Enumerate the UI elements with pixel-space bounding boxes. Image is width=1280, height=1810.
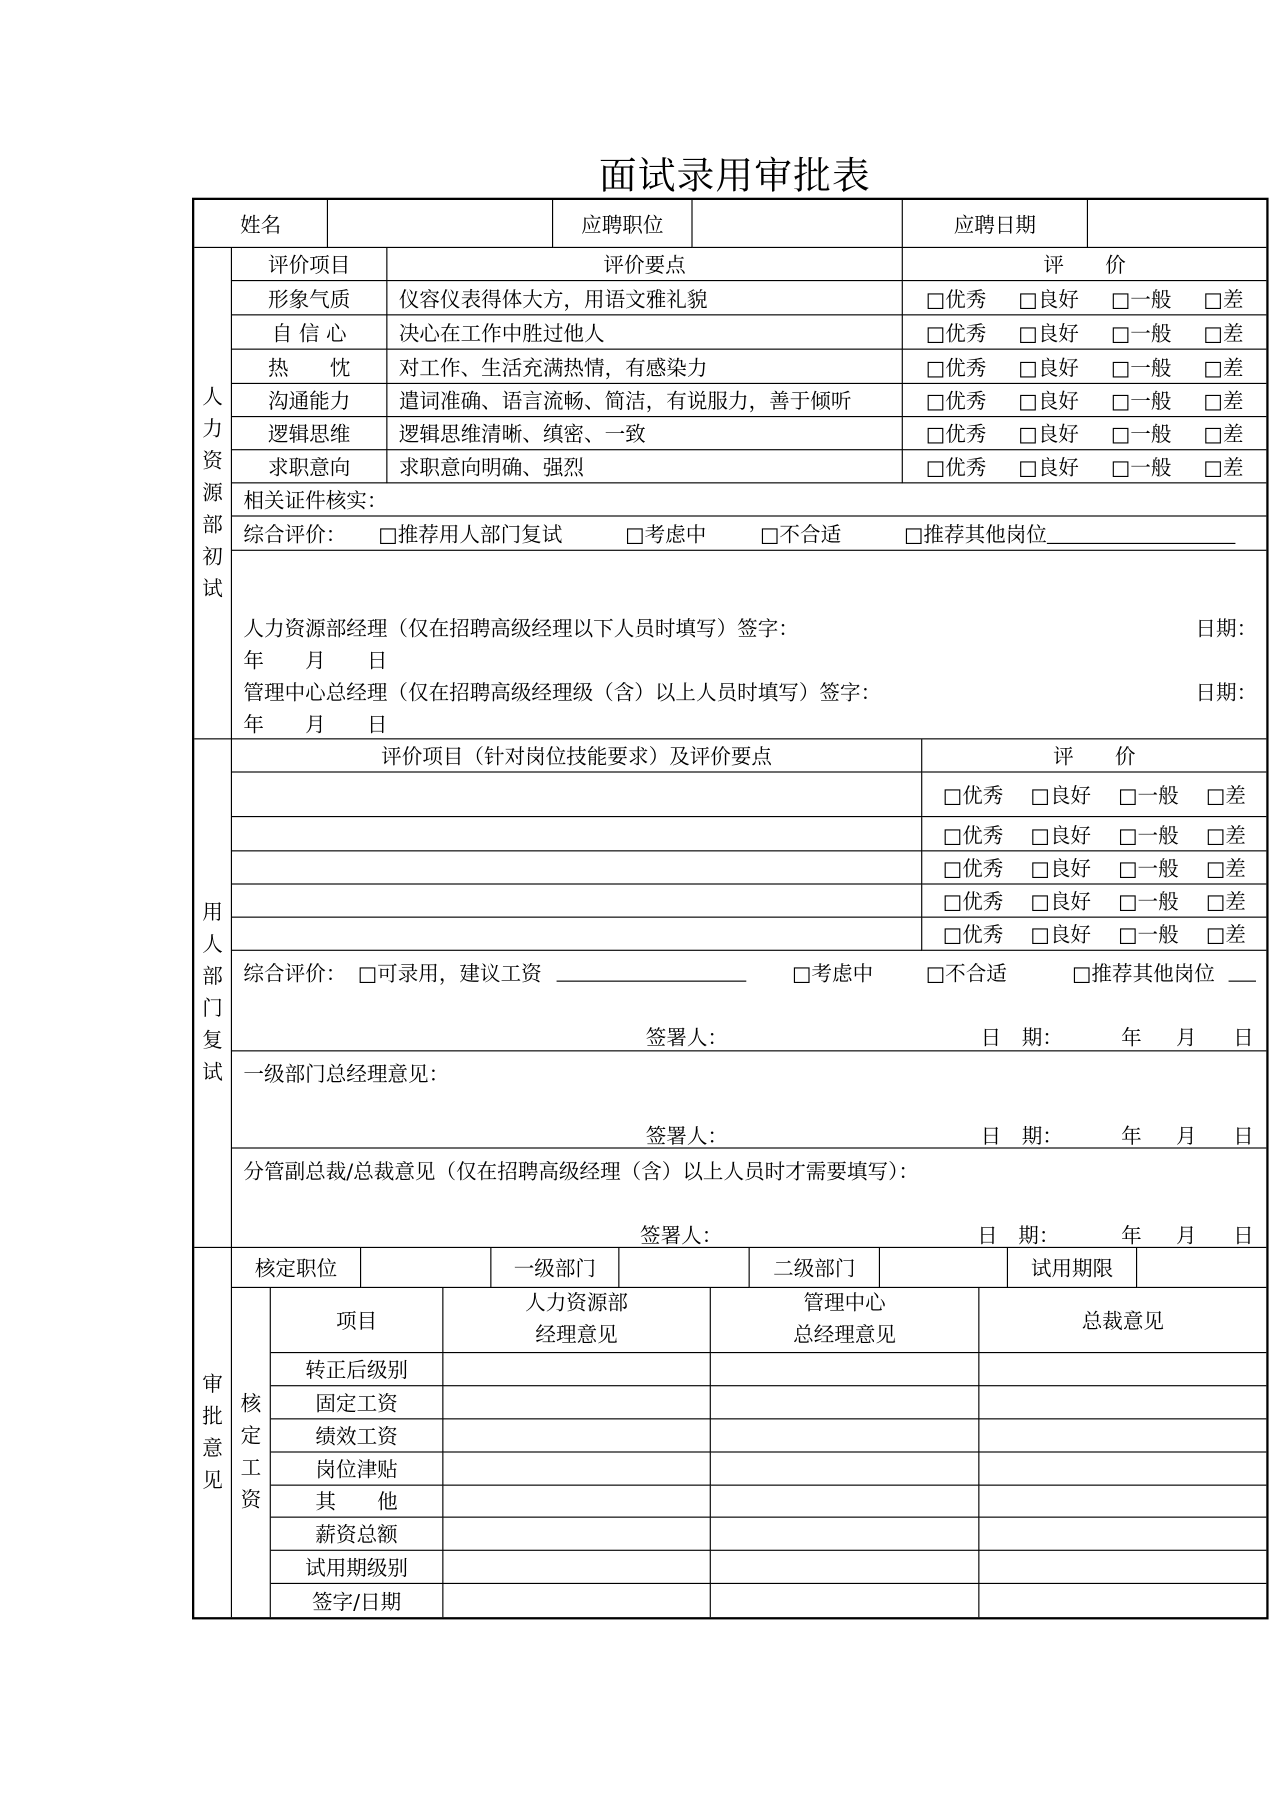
rating-options[interactable]: [903, 384, 1266, 417]
col-header-mc: 管理中心 总经理意见: [711, 1288, 980, 1353]
hr-opinion-cell[interactable]: [443, 1353, 710, 1386]
checkbox-good[interactable]: □良好: [1018, 422, 1079, 447]
signer-label: 签署人：: [639, 1223, 723, 1248]
skill-item-field[interactable]: [232, 918, 922, 951]
date-label: 日期：: [1195, 681, 1258, 706]
mc-opinion-cell[interactable]: [711, 1584, 980, 1617]
hr-opinion-cell[interactable]: [443, 1518, 710, 1551]
checkbox-good[interactable]: □良好: [1018, 287, 1079, 312]
checkbox-average[interactable]: □一般: [1110, 355, 1172, 380]
checkbox-unsuitable[interactable]: □不合适: [925, 962, 1007, 987]
checkbox-average[interactable]: □一般: [1118, 783, 1179, 808]
ceo-opinion-cell[interactable]: [979, 1584, 1266, 1617]
date-field[interactable]: [1088, 200, 1266, 248]
mc-opinion-cell[interactable]: [711, 1353, 980, 1386]
ceo-opinion-cell[interactable]: [979, 1551, 1266, 1584]
skill-item-field[interactable]: [232, 773, 922, 818]
probation-field[interactable]: [1137, 1248, 1266, 1288]
hr-opinion-cell[interactable]: [443, 1452, 710, 1485]
col-header-eval: 评 价: [903, 248, 1266, 281]
eval-point: 对工作、生活充满热情，有感染力: [387, 350, 902, 384]
checkbox-average[interactable]: □一般: [1118, 857, 1179, 882]
checkbox-excellent[interactable]: □优秀: [942, 890, 1004, 915]
section-hr-initial-label: 人 力 资 源 部 初 试: [194, 248, 232, 739]
checkbox-poor[interactable]: □差: [1203, 355, 1244, 380]
dept1-label: 一级部门: [491, 1248, 619, 1288]
mc-opinion-cell[interactable]: [711, 1419, 980, 1452]
name-field[interactable]: [328, 200, 553, 248]
eval-item: 沟通能力: [232, 384, 387, 417]
date-label: 日 期：: [980, 1026, 1063, 1051]
signer-label: 签署人：: [645, 1124, 728, 1149]
section-dept-review-label: 用 人 部 门 复 试: [194, 739, 232, 1248]
mc-opinion-cell[interactable]: [711, 1551, 980, 1584]
vp-opinion-block[interactable]: [232, 1149, 1266, 1248]
checkbox-good[interactable]: □良好: [1030, 857, 1091, 882]
rating-options[interactable]: [922, 918, 1266, 951]
salary-item-label: 岗位津贴: [271, 1452, 444, 1485]
checkbox-excellent[interactable]: □优秀: [925, 455, 987, 480]
checkbox-good[interactable]: □良好: [1018, 455, 1079, 480]
skill-item-field[interactable]: [232, 885, 922, 918]
checkbox-average[interactable]: □一般: [1118, 823, 1179, 848]
checkbox-poor[interactable]: □差: [1203, 389, 1244, 414]
eval-point: 仪容仪表得体大方，用语文雅礼貌: [387, 281, 902, 315]
approval-form-table: [192, 198, 1269, 1620]
checkbox-poor[interactable]: □差: [1203, 321, 1244, 346]
vp-opinion-label: 分管副总裁/总裁意见（仅在招聘高级经理（含）以上人员时才需要填写）：: [243, 1159, 919, 1184]
checkbox-average[interactable]: □一般: [1110, 321, 1172, 346]
checkbox-excellent[interactable]: □优秀: [925, 422, 987, 447]
eval-item: 热 忱: [232, 350, 387, 384]
col-header-points: 评价要点: [387, 248, 902, 281]
checkbox-average[interactable]: □一般: [1110, 389, 1172, 414]
col-header-skill-item: 评价项目（针对岗位技能要求）及评价要点: [232, 739, 922, 772]
mc-opinion-cell[interactable]: [711, 1518, 980, 1551]
date-label: 应聘日期: [903, 200, 1088, 248]
hr-signature-block: [232, 551, 1266, 740]
checkbox-good[interactable]: □良好: [1030, 890, 1091, 915]
checkbox-unsuitable[interactable]: □不合适: [759, 522, 842, 547]
checkbox-excellent[interactable]: □优秀: [925, 321, 987, 346]
checkbox-other-position[interactable]: □推荐其他岗位: [1071, 962, 1215, 987]
rating-options[interactable]: [903, 350, 1266, 384]
col-header-ceo: 总裁意见: [979, 1288, 1266, 1353]
skill-item-field[interactable]: [232, 817, 922, 851]
rating-options[interactable]: [922, 851, 1266, 884]
checkbox-poor[interactable]: □差: [1203, 422, 1244, 447]
dept2-field[interactable]: [880, 1248, 1008, 1288]
hr-opinion-cell[interactable]: [443, 1551, 710, 1584]
dept-overall-block: [232, 951, 1266, 1052]
approved-position-label: 核定职位: [232, 1248, 361, 1288]
skill-item-field[interactable]: [232, 851, 922, 884]
salary-field[interactable]: [557, 960, 747, 982]
other-position-field[interactable]: [1229, 960, 1256, 982]
day-label: 日: [1233, 1124, 1254, 1149]
col-header-eval: 评 价: [922, 739, 1266, 772]
eval-item: 逻辑思维: [232, 417, 387, 450]
hr-overall-evaluation: [232, 517, 1266, 551]
eval-point: 决心在工作中胜过他人: [387, 315, 902, 349]
eval-item: 形象气质: [232, 281, 387, 315]
salary-item-label: 绩效工资: [271, 1419, 444, 1452]
checkbox-excellent[interactable]: □优秀: [942, 857, 1004, 882]
salary-item-label: 其 他: [271, 1485, 444, 1518]
checkbox-hire[interactable]: □可录用，建议工资: [357, 962, 542, 987]
checkbox-poor[interactable]: □差: [1203, 455, 1244, 480]
year-label: 年: [1121, 1026, 1142, 1051]
rating-options[interactable]: [903, 315, 1266, 349]
day-label: 日: [1233, 1026, 1254, 1051]
eval-point: 求职意向明确、强烈: [387, 450, 902, 483]
checkbox-excellent[interactable]: □优秀: [925, 389, 987, 414]
checkbox-excellent[interactable]: □优秀: [925, 287, 987, 312]
checkbox-poor[interactable]: □差: [1205, 857, 1246, 882]
date-label: 日 期：: [977, 1223, 1060, 1248]
checkbox-other-position[interactable]: □推荐其他岗位: [903, 522, 1047, 547]
ceo-opinion-cell[interactable]: [979, 1485, 1266, 1518]
ceo-opinion-cell[interactable]: [979, 1386, 1266, 1419]
ceo-opinion-cell[interactable]: [979, 1419, 1266, 1452]
eval-point: 遣词准确、语言流畅、简洁，有说服力，善于倾听: [387, 384, 902, 417]
salary-item-label: 转正后级别: [271, 1353, 444, 1386]
ymd: 年 月 日: [243, 713, 388, 738]
rating-options[interactable]: [903, 450, 1266, 483]
mc-gm-signature-label: 管理中心总经理（仅在招聘高级经理级（含）以上人员时填写）签字：: [243, 681, 882, 706]
checkbox-excellent[interactable]: □优秀: [942, 783, 1004, 808]
probation-label: 试用期限: [1008, 1248, 1137, 1288]
certificate-verification[interactable]: 相关证件核实：: [232, 483, 1266, 516]
rating-options[interactable]: [922, 773, 1266, 818]
signer-label: 签署人：: [645, 1026, 728, 1051]
salary-item-label: 试用期级别: [271, 1551, 444, 1584]
overall-label: 综合评价：: [243, 522, 347, 547]
checkbox-excellent[interactable]: □优秀: [942, 823, 1004, 848]
overall-label: 综合评价：: [243, 962, 347, 987]
checkbox-poor[interactable]: □差: [1205, 890, 1246, 915]
checkbox-average[interactable]: □一般: [1118, 923, 1179, 948]
mc-opinion-cell[interactable]: [711, 1386, 980, 1419]
checkbox-poor[interactable]: □差: [1203, 287, 1244, 312]
checkbox-average[interactable]: □一般: [1110, 287, 1172, 312]
salary-item-label: 签字/日期: [271, 1584, 444, 1617]
section-approval-label: 审 批 意 见: [194, 1248, 232, 1617]
dept1-field[interactable]: [619, 1248, 749, 1288]
checkbox-average[interactable]: □一般: [1110, 455, 1172, 480]
ceo-opinion-cell[interactable]: [979, 1353, 1266, 1386]
hr-opinion-cell[interactable]: [443, 1419, 710, 1452]
month-label: 月: [1175, 1026, 1197, 1051]
month-label: 月: [1175, 1124, 1197, 1149]
checkbox-excellent[interactable]: □优秀: [942, 923, 1004, 948]
col-header-hr: 人力资源部 经理意见: [443, 1288, 710, 1353]
checkbox-good[interactable]: □良好: [1030, 783, 1091, 808]
gm-opinion-block[interactable]: [232, 1051, 1266, 1148]
hr-opinion-cell[interactable]: [443, 1386, 710, 1419]
approved-position-field[interactable]: [361, 1248, 491, 1288]
ceo-opinion-cell[interactable]: [979, 1518, 1266, 1551]
eval-item: 自 信 心: [232, 315, 387, 349]
gm-opinion-label: 一级部门总经理意见：: [243, 1062, 450, 1087]
col-header-item: 评价项目: [232, 248, 387, 281]
year-label: 年: [1121, 1124, 1142, 1149]
checkbox-considering[interactable]: □考虑中: [625, 522, 707, 547]
checkbox-good[interactable]: □良好: [1018, 355, 1079, 380]
rating-options[interactable]: [922, 885, 1266, 918]
position-field[interactable]: [693, 200, 903, 248]
checkbox-good[interactable]: □良好: [1030, 923, 1091, 948]
checkbox-poor[interactable]: □差: [1205, 923, 1246, 948]
checkbox-considering[interactable]: □考虑中: [791, 962, 874, 987]
checkbox-average[interactable]: □一般: [1118, 890, 1179, 915]
salary-item-label: 薪资总额: [271, 1518, 444, 1551]
hr-opinion-cell[interactable]: [443, 1485, 710, 1518]
col-header-item: 项目: [271, 1288, 444, 1353]
page-title: 面试录用审批表: [598, 153, 871, 198]
hr-opinion-cell[interactable]: [443, 1584, 710, 1617]
month-label: 月: [1175, 1223, 1197, 1248]
checkbox-good[interactable]: □良好: [1018, 389, 1079, 414]
salary-item-label: 固定工资: [271, 1386, 444, 1419]
checkbox-excellent[interactable]: □优秀: [925, 355, 987, 380]
date-label: 日期：: [1195, 617, 1258, 642]
checkbox-average[interactable]: □一般: [1110, 422, 1172, 447]
checkbox-poor[interactable]: □差: [1205, 823, 1246, 848]
hr-manager-signature-label: 人力资源部经理（仅在招聘高级经理以下人员时填写）签字：: [243, 617, 799, 642]
eval-item: 求职意向: [232, 450, 387, 483]
ceo-opinion-cell[interactable]: [979, 1452, 1266, 1485]
checkbox-good[interactable]: □良好: [1018, 321, 1079, 346]
checkbox-good[interactable]: □良好: [1030, 823, 1091, 848]
rating-options[interactable]: [922, 817, 1266, 851]
other-position-field[interactable]: [1047, 522, 1236, 544]
eval-point: 逻辑思维清晰、缜密、一致: [387, 417, 902, 450]
rating-options[interactable]: [903, 417, 1266, 450]
salary-section-label: 核 定 工 资: [232, 1288, 271, 1617]
year-label: 年: [1121, 1223, 1142, 1248]
rating-options[interactable]: [903, 281, 1266, 315]
position-label: 应聘职位: [553, 200, 692, 248]
dept2-label: 二级部门: [750, 1248, 880, 1288]
name-label: 姓名: [194, 200, 328, 248]
day-label: 日: [1233, 1223, 1254, 1248]
checkbox-poor[interactable]: □差: [1205, 783, 1246, 808]
mc-opinion-cell[interactable]: [711, 1485, 980, 1518]
date-label: 日 期：: [980, 1124, 1063, 1149]
checkbox-recommend-dept[interactable]: □推荐用人部门复试: [378, 522, 563, 547]
mc-opinion-cell[interactable]: [711, 1452, 980, 1485]
ymd: 年 月 日: [243, 649, 388, 674]
